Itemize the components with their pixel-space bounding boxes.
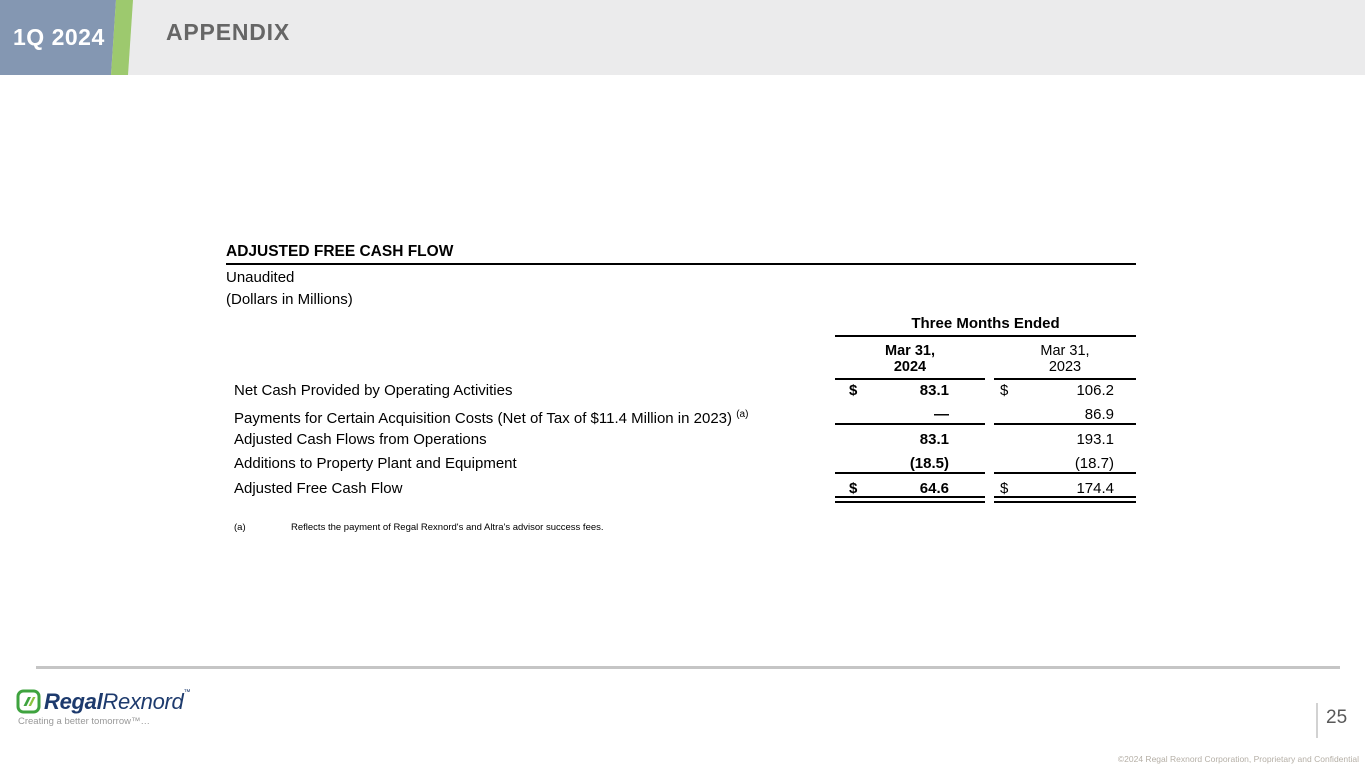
regal-rexnord-logo — [16, 688, 190, 715]
footnote-marker: (a) — [234, 522, 246, 533]
footnote-reference: (a) — [736, 409, 749, 421]
value-text: 174.4 — [1076, 479, 1114, 497]
table-title: ADJUSTED FREE CASH FLOW — [226, 243, 1136, 265]
column-header-2023-line2: 2023 — [1048, 359, 1082, 375]
page-number: 25 — [1326, 707, 1348, 728]
value-text: 106.2 — [1076, 382, 1114, 399]
dollar-sign: $ — [1000, 479, 1009, 497]
value-2023 — [994, 430, 1136, 449]
value-text: 193.1 — [1076, 430, 1114, 448]
column-header-2023 — [994, 339, 1136, 380]
value-2023 — [994, 479, 1136, 498]
value-text: (18.7) — [1074, 455, 1114, 473]
logo-trademark: ™ — [183, 689, 191, 696]
column-header-2023-line1: Mar 31, — [1040, 343, 1090, 359]
copyright-notice: ©2024 Regal Rexnord Corporation, Proprietary and Confidential — [1117, 754, 1359, 764]
column-gap — [985, 339, 994, 380]
table-row — [226, 381, 1136, 400]
footer-divider — [36, 666, 1340, 669]
value-text: 83.1 — [919, 430, 949, 448]
row-label — [226, 405, 835, 428]
value-text: — — [934, 406, 949, 424]
row-label: Adjusted Free Cash Flow — [234, 479, 403, 497]
row-label: Additions to Property Plant and Equipment — [234, 455, 517, 473]
logo-word-regal: Regal — [44, 689, 103, 714]
logo-tagline: Creating a better tomorrow™… — [18, 716, 150, 727]
footnote — [234, 522, 604, 533]
value-text: 64.6 — [919, 479, 949, 497]
table-row — [226, 454, 1136, 473]
column-header-2024-line1: Mar 31, — [885, 343, 935, 359]
column-header-2024-line2: 2024 — [893, 359, 927, 375]
double-rule — [226, 501, 1136, 503]
row-label: Adjusted Cash Flows from Operations — [234, 430, 487, 448]
adjusted-free-cash-flow-table — [226, 243, 1136, 503]
header-band — [0, 0, 1365, 75]
table-subtitle-dollars: (Dollars in Millions) — [226, 291, 353, 308]
table-row — [226, 405, 1136, 428]
value-2023 — [994, 454, 1136, 473]
value-2024 — [835, 479, 985, 498]
value-text: 83.1 — [919, 382, 949, 399]
column-headers — [835, 339, 1136, 380]
value-2024 — [835, 381, 985, 400]
logo-word-rexnord: Rexnord — [102, 689, 184, 714]
row-label: Net Cash Provided by Operating Activities — [234, 382, 513, 399]
column-gap — [985, 479, 994, 498]
value-text: 86.9 — [1084, 406, 1114, 424]
dollar-sign: $ — [849, 382, 858, 399]
quarter-badge: 1Q 2024 — [13, 24, 105, 50]
table-row-total — [226, 479, 1136, 498]
footnote-text: Reflects the payment of Regal Rexnord's and Altra's advisor success fees. — [291, 522, 604, 533]
value-2023 — [994, 381, 1136, 400]
value-2024 — [835, 454, 985, 473]
column-gap — [985, 381, 994, 400]
page-number-divider — [1316, 703, 1318, 738]
regal-rexnord-logo-mark-icon — [16, 688, 41, 715]
row-label-text: Payments for Certain Acquisition Costs (Net of Tax of $11.4 Million in 2023) — [234, 410, 733, 428]
column-header-2024 — [835, 339, 985, 380]
dollar-sign: $ — [1000, 382, 1009, 399]
table-subtitle-unaudited: Unaudited — [226, 269, 295, 286]
page-title: APPENDIX — [166, 18, 290, 45]
logo-wordmark — [44, 688, 190, 715]
period-header: Three Months Ended — [835, 316, 1136, 337]
dollar-sign: $ — [849, 479, 858, 497]
table-row — [226, 430, 1136, 449]
value-text: (18.5) — [909, 455, 949, 473]
column-gap — [985, 430, 994, 449]
value-2023 — [994, 405, 1136, 424]
column-gap — [985, 454, 994, 473]
column-gap — [985, 405, 994, 424]
value-2024 — [835, 430, 985, 449]
value-2024 — [835, 405, 985, 424]
